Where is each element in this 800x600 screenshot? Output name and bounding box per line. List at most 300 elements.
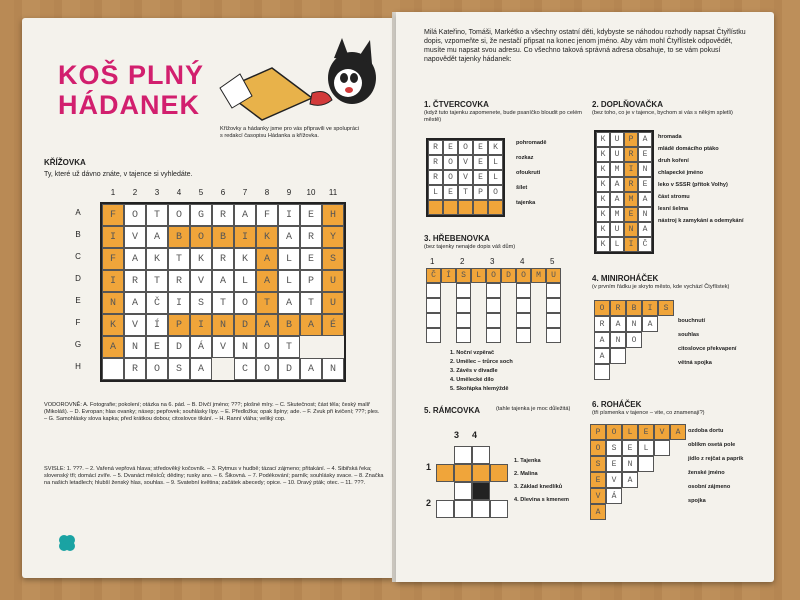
- s3-title: 3. HŘEBENOVKA: [424, 234, 490, 243]
- s6-title: 6. ROHÁČEK: [592, 400, 642, 409]
- letter-intro-text: Milá Kateřino, Tomáši, Markétko a všechny ostatní děti, kdybyste se náhodou rozhodly napsat Čtyřlístku dopis, vzpomeňte si, že nestačí připsat na konec jenom jméno. Aby vám mohl Čtyřlístek odpovědět, musíte mu napsat svou adresu. Co všechno taková správná adresa obsahuje, to se vám pokusí napovědět tajenky hádanek:: [424, 29, 746, 63]
- crossword-cell: F: [102, 248, 124, 270]
- puzzle-cell: O: [626, 332, 642, 348]
- crossword-cell: [322, 336, 344, 358]
- puzzle-cell: M: [610, 162, 624, 177]
- puzzle-cell: R: [624, 177, 638, 192]
- puzzle-cell: L: [488, 170, 503, 185]
- puzzle-cell: E: [590, 472, 606, 488]
- puzzle-cell: A: [610, 316, 626, 332]
- crossword-cell: T: [278, 336, 300, 358]
- puzzle-cell: E: [443, 185, 458, 200]
- puzzle-cell: E: [443, 140, 458, 155]
- puzzle-cell: E: [638, 424, 654, 440]
- comb-tooth-cell: [516, 328, 531, 343]
- column-number: 10: [306, 188, 316, 197]
- puzzle-cell: [658, 332, 674, 348]
- puzzle-cell: [658, 348, 674, 364]
- crossword-cell: R: [212, 204, 234, 226]
- puzzle-cell: O: [594, 300, 610, 316]
- puzzle-cell: [670, 440, 686, 456]
- crossword-cell: B: [212, 226, 234, 248]
- crossword-cell: L: [278, 270, 300, 292]
- puzzle-cell: U: [610, 132, 624, 147]
- intro-text: Křížovky a hádanky jsme pro vás připravili ve spolupráci s redakcí časopisu Hádanka a křížovka.: [220, 126, 359, 140]
- crossword-cell: G: [190, 204, 212, 226]
- crossword-cell: A: [256, 314, 278, 336]
- comb-tooth-cell: [456, 283, 471, 298]
- crossword-cell: N: [102, 292, 124, 314]
- puzzle-cell: [606, 504, 622, 520]
- crossword-cell: I: [102, 226, 124, 248]
- puzzle-cell: L: [610, 237, 624, 252]
- puzzle-cell: R: [610, 300, 626, 316]
- comb-tooth-cell: [456, 313, 471, 328]
- puzzle-cell: N: [622, 456, 638, 472]
- crossword-cell: R: [168, 270, 190, 292]
- puzzle-cell: E: [638, 147, 652, 162]
- puzzle-cell: E: [606, 456, 622, 472]
- puzzle-cell: [654, 504, 670, 520]
- clue-item: 1. Tajenka: [514, 458, 541, 464]
- rohacek-grid: [590, 424, 686, 520]
- s3-subtitle: (bez tajenky nenajde dopis váš dům): [424, 244, 516, 250]
- comb-top-cell: Í: [441, 268, 456, 283]
- puzzle-cell: [670, 488, 686, 504]
- puzzle-cell: Č: [638, 237, 652, 252]
- crossword-cell: T: [146, 270, 168, 292]
- frame-number: 3: [454, 430, 460, 440]
- puzzle-cell: R: [428, 170, 443, 185]
- crossword-cell: U: [322, 292, 344, 314]
- crossword-cell: I: [278, 204, 300, 226]
- comb-tooth-cell: [426, 298, 441, 313]
- page-title-line-2: HÁDANEK: [58, 90, 200, 120]
- right-page: [396, 12, 774, 582]
- puzzle-cell: K: [596, 192, 610, 207]
- comb-tooth-cell: [516, 298, 531, 313]
- crossword-cell: B: [168, 226, 190, 248]
- puzzle-cell: A: [638, 222, 652, 237]
- puzzle-cell: A: [594, 332, 610, 348]
- crossword-cell: E: [146, 336, 168, 358]
- column-number: 2: [132, 188, 138, 197]
- puzzle-cell: P: [473, 185, 488, 200]
- crossword-cell: U: [322, 270, 344, 292]
- crossword-cell: T: [256, 292, 278, 314]
- frame-cell: [454, 482, 472, 500]
- crossword-cell: N: [234, 336, 256, 358]
- puzzle-cell: [622, 488, 638, 504]
- puzzle-cell: [473, 200, 488, 215]
- puzzle-cell: K: [488, 140, 503, 155]
- s1-title: 1. ČTVERCOVKA: [424, 100, 489, 109]
- crossword-cell: A: [146, 226, 168, 248]
- puzzle-cell: T: [458, 185, 473, 200]
- comb-tooth-cell: [426, 283, 441, 298]
- crossword-cell: A: [234, 204, 256, 226]
- puzzle-cell: V: [458, 155, 473, 170]
- puzzle-cell: [610, 348, 626, 364]
- puzzle-cell: V: [590, 488, 606, 504]
- puzzle-cell: [654, 488, 670, 504]
- puzzle-cell: [638, 488, 654, 504]
- puzzle-cell: R: [624, 147, 638, 162]
- crossword-cell: S: [168, 358, 190, 380]
- row-letter: D: [75, 274, 81, 283]
- puzzle-cell: B: [626, 300, 642, 316]
- crossword-cell: K: [256, 226, 278, 248]
- clue-item: oblíkm osetá pole: [688, 442, 736, 448]
- clue-item: 3. Závěs v divadle: [450, 368, 498, 374]
- puzzle-cell: O: [590, 440, 606, 456]
- comb-top-cell: U: [546, 268, 561, 283]
- clues-svisle: SVISLE: 1. ???. – 2. Vařená vepřová hlava; středověký kočovník. – 3. Rytmus v hudbě; tázací zájmeno; přitakání. – 4. Sibiřská řeka; slovenský tři; domácí zvíře. – 5. Dvanáct měsíců; dědiny; rusky ano. – 6. Šikovná. – 7. Podékování; parník; souhlásky svace. – 8. Značka na našich letadlech; hlubší ženský hlas, souhlas. – 9. Svatební květina; začátek abecedy; opice. – 10. Dravý pták; otec. – 11. ???.: [44, 466, 384, 487]
- crossword-cell: R: [124, 358, 146, 380]
- crossword-cell: V: [124, 314, 146, 336]
- puzzle-cell: A: [638, 192, 652, 207]
- clue-item: citoslovce překvapení: [678, 346, 737, 352]
- doplnovacka-grid: [594, 130, 654, 254]
- puzzle-cell: S: [590, 456, 606, 472]
- puzzle-cell: K: [596, 237, 610, 252]
- puzzle-cell: R: [428, 140, 443, 155]
- clue-item: ozdoba dortu: [688, 428, 724, 434]
- crossword-cell: L: [278, 248, 300, 270]
- clue-item: druh koření: [658, 158, 689, 164]
- crossword-cell: A: [278, 292, 300, 314]
- puzzle-cell: E: [473, 140, 488, 155]
- crossword-cell: R: [124, 270, 146, 292]
- comb-top-cell: M: [531, 268, 546, 283]
- puzzle-cell: A: [642, 316, 658, 332]
- puzzle-cell: [654, 472, 670, 488]
- comb-top-cell: D: [501, 268, 516, 283]
- puzzle-cell: M: [610, 207, 624, 222]
- crossword-cell: O: [256, 336, 278, 358]
- puzzle-cell: [428, 200, 443, 215]
- ctvercovka-grid: [426, 138, 505, 217]
- crossword-cell: I: [102, 270, 124, 292]
- puzzle-cell: O: [488, 185, 503, 200]
- puzzle-cell: E: [638, 177, 652, 192]
- comb-tooth-cell: [486, 298, 501, 313]
- clue-item: bouchnutí: [678, 318, 706, 324]
- left-page: [22, 18, 394, 578]
- clue-item: rozkaz: [516, 155, 534, 161]
- page-title-line-1: KOŠ PLNÝ: [58, 60, 205, 90]
- puzzle-cell: E: [622, 440, 638, 456]
- puzzle-cell: L: [622, 424, 638, 440]
- row-letter: G: [74, 340, 82, 349]
- clue-item: jídlo z rejčat a paprik: [688, 456, 744, 462]
- puzzle-cell: [658, 364, 674, 380]
- puzzle-cell: M: [624, 192, 638, 207]
- clue-item: leko v SSSR (přítok Volhy): [658, 182, 728, 188]
- s1-subtitle: (když tuto tajenku zapomenete, bude psaníčko bloudit po celém městě): [424, 110, 582, 124]
- clue-item: pohromadě: [516, 140, 547, 146]
- crossword-cell: T: [212, 292, 234, 314]
- puzzle-cell: K: [596, 162, 610, 177]
- crossword-cell: S: [190, 292, 212, 314]
- puzzle-cell: [638, 456, 654, 472]
- puzzle-cell: K: [596, 132, 610, 147]
- crossword-cell: O: [146, 358, 168, 380]
- comb-top-cell: O: [516, 268, 531, 283]
- clue-item: šílet: [516, 185, 528, 191]
- crossword-cell: Í: [146, 314, 168, 336]
- puzzle-cell: [670, 504, 686, 520]
- row-letter: C: [75, 252, 81, 261]
- krizovka-lead-text: Ty, které už dávno znáte, v tajence si vyhledáte.: [44, 171, 193, 178]
- crossword-cell: K: [190, 248, 212, 270]
- clue-item: tajenka: [516, 200, 536, 206]
- clue-item: osobní zájmeno: [688, 484, 731, 490]
- crossword-cell: F: [102, 204, 124, 226]
- comb-top-cell: S: [456, 268, 471, 283]
- clue-item: 1. Noční vzpěrač: [450, 350, 495, 356]
- crossword-cell: P: [300, 270, 322, 292]
- puzzle-cell: Á: [606, 488, 622, 504]
- clue-item: lesní šelma: [658, 206, 689, 212]
- crossword-cell: E: [300, 248, 322, 270]
- s4-title: 4. MINIROHÁČEK: [592, 274, 659, 283]
- crossword-cell: C: [234, 358, 256, 380]
- crossword-cell: A: [300, 314, 322, 336]
- puzzle-cell: [488, 200, 503, 215]
- puzzle-cell: R: [428, 155, 443, 170]
- column-number: 3: [154, 188, 160, 197]
- puzzle-cell: O: [443, 170, 458, 185]
- puzzle-cell: [642, 332, 658, 348]
- clue-item: mládě domácího ptáko: [658, 146, 719, 152]
- crossword-cell: A: [212, 270, 234, 292]
- puzzle-cell: P: [624, 132, 638, 147]
- crossword-cell: D: [168, 336, 190, 358]
- column-number: 11: [328, 188, 338, 197]
- puzzle-cell: [594, 364, 610, 380]
- frame-black-cell: [472, 482, 490, 500]
- s2-subtitle: (bez toho, co je v tajence, bychom si vás s někým spletli): [592, 110, 733, 116]
- crossword-cell: K: [146, 248, 168, 270]
- frame-cell: [490, 500, 508, 518]
- puzzle-cell: A: [638, 132, 652, 147]
- puzzle-cell: [654, 456, 670, 472]
- comb-tooth-cell: [486, 283, 501, 298]
- row-letter: F: [75, 318, 81, 327]
- column-number: 4: [176, 188, 182, 197]
- crossword-cell: L: [234, 270, 256, 292]
- column-number: 7: [242, 188, 248, 197]
- crossword-cell: [300, 336, 322, 358]
- puzzle-cell: [610, 364, 626, 380]
- puzzle-cell: L: [428, 185, 443, 200]
- crossword-cell: T: [300, 292, 322, 314]
- comb-number: 1: [430, 257, 435, 266]
- frame-number: 2: [426, 498, 432, 508]
- puzzle-cell: U: [610, 222, 624, 237]
- row-letter: B: [75, 230, 81, 239]
- clue-item: 4. Dlevina s kmenem: [514, 497, 570, 503]
- krizovka-grid: [100, 202, 346, 382]
- puzzle-cell: [658, 316, 674, 332]
- frame-cell: [454, 500, 472, 518]
- column-number: 5: [198, 188, 204, 197]
- comb-tooth-cell: [516, 283, 531, 298]
- puzzle-cell: I: [624, 162, 638, 177]
- crossword-cell: A: [256, 270, 278, 292]
- puzzle-cell: A: [622, 472, 638, 488]
- puzzle-cell: [654, 440, 670, 456]
- puzzle-cell: [458, 200, 473, 215]
- comb-top-cell: Č: [426, 268, 441, 283]
- puzzle-cell: [626, 348, 642, 364]
- column-number: 1: [110, 188, 116, 197]
- puzzle-cell: K: [596, 207, 610, 222]
- crossword-cell: N: [124, 336, 146, 358]
- puzzle-cell: [638, 504, 654, 520]
- clue-item: chlapecké jméno: [658, 170, 704, 176]
- puzzle-cell: N: [626, 316, 642, 332]
- clue-item: souhlas: [678, 332, 700, 338]
- puzzle-cell: I: [624, 237, 638, 252]
- puzzle-cell: S: [606, 440, 622, 456]
- puzzle-cell: A: [610, 192, 624, 207]
- puzzle-cell: L: [638, 440, 654, 456]
- puzzle-cell: [622, 504, 638, 520]
- clue-item: 4. Umělecké dílo: [450, 377, 494, 383]
- puzzle-cell: [642, 364, 658, 380]
- crossword-cell: D: [234, 314, 256, 336]
- puzzle-cell: N: [638, 207, 652, 222]
- frame-cell: [454, 446, 472, 464]
- crossword-cell: H: [322, 204, 344, 226]
- clue-item: část stromu: [658, 194, 690, 200]
- clue-item: ofoukruti: [516, 170, 541, 176]
- puzzle-cell: [638, 472, 654, 488]
- s5-title: 5. RÁMCOVKA: [424, 406, 481, 415]
- frame-number: 4: [472, 430, 478, 440]
- hrebenovka-numbers: [426, 258, 566, 268]
- ramcovka-grid: [426, 432, 516, 522]
- puzzle-cell: A: [670, 424, 686, 440]
- clue-item: 3. Základ knedlíků: [514, 484, 563, 490]
- puzzle-cell: K: [596, 177, 610, 192]
- puzzle-cell: V: [606, 472, 622, 488]
- puzzle-cell: N: [624, 222, 638, 237]
- crossword-cell: Č: [146, 292, 168, 314]
- comb-tooth-cell: [456, 298, 471, 313]
- crossword-cell: I: [168, 292, 190, 314]
- crossword-cell: O: [168, 204, 190, 226]
- column-number: 8: [264, 188, 270, 197]
- crossword-cell: B: [278, 314, 300, 336]
- crossword-cell: K: [234, 248, 256, 270]
- comb-tooth-cell: [546, 298, 561, 313]
- crossword-cell: V: [190, 270, 212, 292]
- crossword-cell: S: [322, 248, 344, 270]
- clue-item: nástroj k zamykání a odemykání: [658, 218, 744, 224]
- crossword-cell: A: [278, 226, 300, 248]
- clue-item: ženské jméno: [688, 470, 725, 476]
- frame-cell: [436, 500, 454, 518]
- crossword-cell: I: [190, 314, 212, 336]
- frame-cell: [472, 500, 490, 518]
- puzzle-cell: K: [596, 147, 610, 162]
- puzzle-cell: N: [638, 162, 652, 177]
- crossword-cell: O: [234, 292, 256, 314]
- crossword-cell: [212, 358, 234, 380]
- clue-item: hromada: [658, 134, 682, 140]
- crossword-cell: P: [168, 314, 190, 336]
- puzzle-cell: A: [594, 348, 610, 364]
- crossword-cell: R: [212, 248, 234, 270]
- comb-tooth-cell: [486, 328, 501, 343]
- crossword-cell: O: [256, 358, 278, 380]
- comb-tooth-cell: [456, 328, 471, 343]
- row-letter: E: [75, 296, 81, 305]
- crossword-cell: A: [124, 248, 146, 270]
- puzzle-cell: [626, 364, 642, 380]
- crossword-cell: D: [278, 358, 300, 380]
- crossword-cell: A: [256, 248, 278, 270]
- frame-cell: [490, 464, 508, 482]
- puzzle-cell: N: [610, 332, 626, 348]
- four-leaf-clover-icon: [58, 534, 76, 552]
- puzzle-cell: A: [590, 504, 606, 520]
- crossword-cell: V: [124, 226, 146, 248]
- frame-cell: [436, 464, 454, 482]
- cat-with-basket-illustration-icon: [202, 38, 382, 128]
- puzzle-cell: [443, 200, 458, 215]
- puzzle-cell: V: [654, 424, 670, 440]
- puzzle-cell: P: [590, 424, 606, 440]
- puzzle-cell: O: [458, 140, 473, 155]
- comb-number: 4: [520, 257, 525, 266]
- crossword-cell: I: [234, 226, 256, 248]
- crossword-cell: O: [124, 204, 146, 226]
- clue-item: větná spojka: [678, 360, 712, 366]
- row-letter: H: [75, 362, 81, 371]
- s5-subtitle: (tahle tajenka je moc důležitá): [496, 406, 571, 412]
- puzzle-cell: O: [606, 424, 622, 440]
- clues-vodorovne: VODOROVNĚ: A. Fotografie; pokolení; otázka na 6. pád. – B. Dívčí jméno; ???; plošné míry. – C. Skutečnost; část těla; český malíř (Mikoláš). – D. Evropan; hlas ovanky; násep; pepřovek; souhlásky lípy. – E. Předložka; opak špíny; ade. – F. Zvuk při kvičení; ???; ples. – G. Samohlásky slova kapka; před krátkou dobou; citoslovce tikání. – H. Ranní vláha; veliký cop.: [44, 402, 380, 423]
- comb-tooth-cell: [546, 328, 561, 343]
- puzzle-cell: S: [658, 300, 674, 316]
- puzzle-cell: [670, 472, 686, 488]
- comb-top-cell: O: [486, 268, 501, 283]
- minirohacek-grid: [594, 300, 674, 380]
- row-letter: A: [75, 208, 81, 217]
- crossword-cell: N: [322, 358, 344, 380]
- crossword-cell: T: [168, 248, 190, 270]
- crossword-cell: O: [190, 226, 212, 248]
- clue-item: 5. Skořápka hlemýždě: [450, 386, 509, 392]
- puzzle-cell: [670, 456, 686, 472]
- frame-number: 1: [426, 462, 432, 472]
- crossword-cell: F: [256, 204, 278, 226]
- crossword-cell: N: [212, 314, 234, 336]
- crossword-cell: E: [300, 204, 322, 226]
- crossword-cell: Á: [190, 336, 212, 358]
- frame-cell: [472, 464, 490, 482]
- crossword-cell: A: [102, 336, 124, 358]
- puzzle-cell: L: [488, 155, 503, 170]
- crossword-cell: A: [190, 358, 212, 380]
- s4-subtitle: (v prvním řádku je skryto město, kde vychází Čtyřlístek): [592, 284, 730, 290]
- crossword-cell: [102, 358, 124, 380]
- comb-top-cell: L: [471, 268, 486, 283]
